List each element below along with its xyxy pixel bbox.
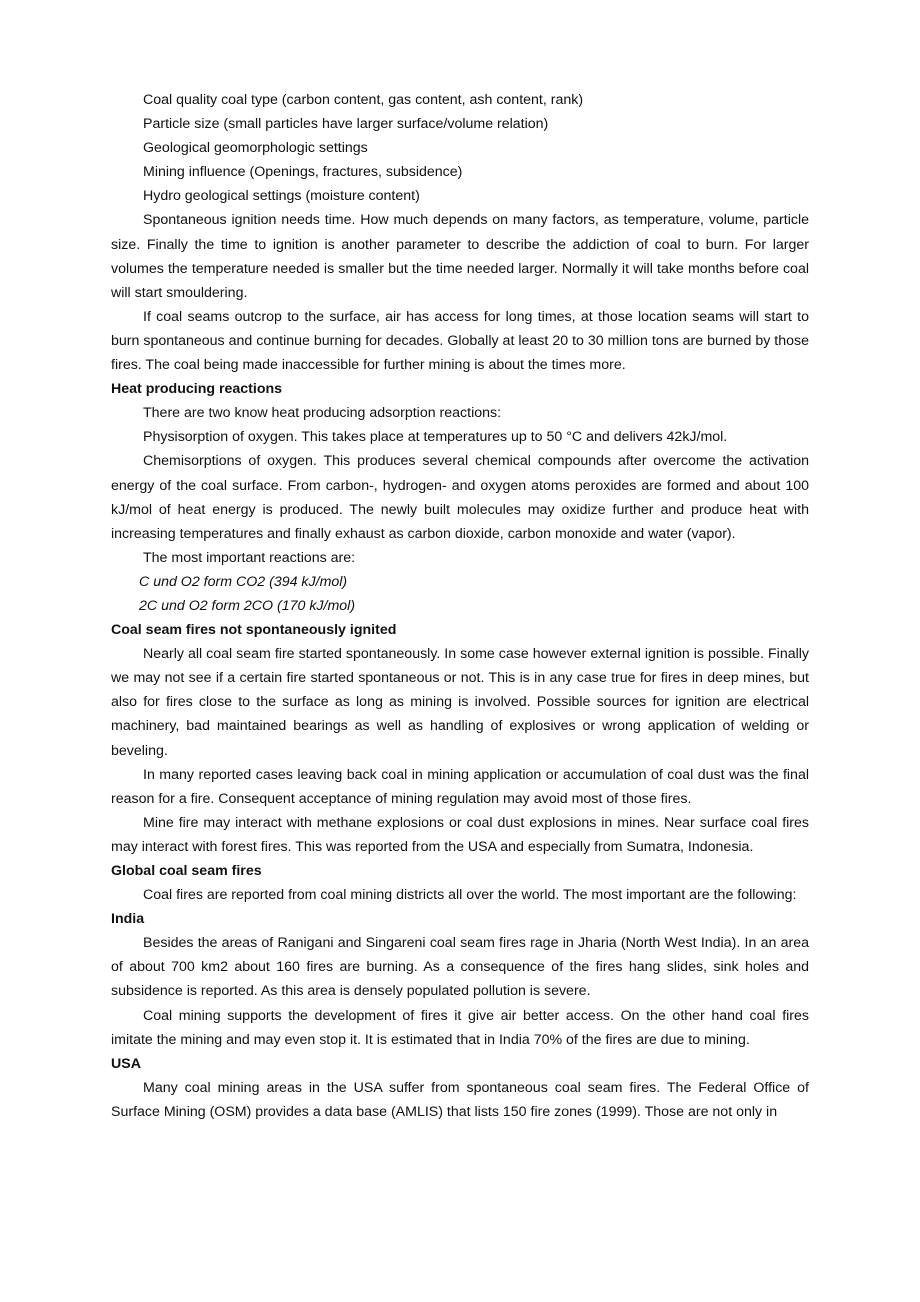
paragraph-chemisorption: Chemisorptions of oxygen. This produces several chemical compounds after overcome the activation energy of the coal surface. From carbon-, hydrogen- and oxygen atoms peroxides are formed and about 100 kJ/mol of heat energy is produced. The newly built molecules may oxidize further and produce heat with increasing temperatures and finally exhaust as carbon dioxide, carbon monoxide and water (vapor). bbox=[111, 453, 809, 542]
paragraph-coal-quality: Coal quality coal type (carbon content, gas content, ash content, rank) bbox=[143, 92, 584, 108]
paragraph-two-reactions: There are two know heat producing adsorption reactions: bbox=[143, 405, 502, 422]
paragraph-outcrop: If coal seams outcrop to the surface, air has access for long times, at those location seams will start to burn spontaneous and continue burning for decades. Globally at least 20 to 30 million tons are burned by those fires. The coal being made inaccessible for further mining is about the times more. bbox=[111, 308, 809, 374]
heading-not-spontaneously-ignited: Coal seam fires not spontaneously ignited bbox=[111, 622, 397, 639]
paragraph-geological-settings: Geological geomorphologic settings bbox=[143, 140, 368, 157]
paragraph-hydro-geological: Hydro geological settings (moisture content) bbox=[143, 188, 420, 205]
paragraph-spontaneous-ignition: Spontaneous ignition needs time. How much depends on many factors, as temperature, volume, particle size. Finally the time to ignition is another parameter to describe the addiction of coal to burn. For larger volumes the temperature needed is smaller but the time needed larger. Normally it will take months before coal will start smouldering. bbox=[111, 212, 809, 301]
equation-co2: C und O2 form CO2 (394 kJ/mol) bbox=[139, 573, 348, 590]
paragraph-jharia: Besides the areas of Ranigani and Singareni coal seam fires rage in Jharia (North West India). In an area of about 700 km2 about 160 fires are burning. As a consequence of the fires hang slides, sink holes and subsidence is reported. As this area is densely populated pollution is severe. bbox=[111, 935, 809, 1000]
paragraph-external-ignition: Nearly all coal seam fire started spontaneously. In some case however external ignition is possible. Finally we may not see if a certain fire started spontaneous or not. This is in any case true for fires in deep mines, but also for fires close to the surface as long as mining is involved. Possible sources for ignition are electrical machinery, bad maintained bearings as well as handling of explosives or wrong application of welding or beveling. bbox=[111, 646, 809, 759]
paragraph-usa-fires: Many coal mining areas in the USA suffer from spontaneous coal seam fires. The Federal Office of Surface Mining (OSM) provides a data base (AMLIS) that lists 150 fire zones (1999). Those are not only in bbox=[111, 1079, 809, 1120]
heading-heat-producing-reactions: Heat producing reactions bbox=[111, 381, 283, 398]
paragraph-particle-size: Particle size (small particles have larger surface/volume relation) bbox=[143, 116, 549, 133]
paragraph-global-fires: Coal fires are reported from coal mining districts all over the world. The most important are the following: bbox=[143, 887, 797, 904]
paragraph-explosions: Mine fire may interact with methane explosions or coal dust explosions in mines. Near surface coal fires may interact with forest fires. This was reported from the USA and especially from Sumatra, Indonesia. bbox=[111, 814, 809, 855]
paragraph-coal-dust: In many reported cases leaving back coal in mining application or accumulation of coal dust was the final reason for a fire. Consequent acceptance of mining regulation may avoid most of those fires. bbox=[111, 766, 809, 807]
paragraph-important-reactions: The most important reactions are: bbox=[143, 549, 356, 566]
heading-global-coal-seam-fires: Global coal seam fires bbox=[111, 863, 262, 879]
paragraph-mining-influence: Mining influence (Openings, fractures, subsidence) bbox=[143, 164, 463, 181]
paragraph-india-mining: Coal mining supports the development of fires it give air better access. On the other hand coal fires imitate the mining and may even stop it. It is estimated that in India 70% of the fires are due to mining. bbox=[111, 1007, 809, 1048]
paragraph-physisorption: Physisorption of oxygen. This takes place at temperatures up to 50 °C and delivers 42kJ/mol. bbox=[143, 429, 728, 446]
heading-usa: USA bbox=[111, 1055, 141, 1072]
document-page bbox=[111, 88, 809, 1124]
equation-2co: 2C und O2 form 2CO (170 kJ/mol) bbox=[139, 597, 356, 614]
heading-india: India bbox=[111, 911, 145, 928]
